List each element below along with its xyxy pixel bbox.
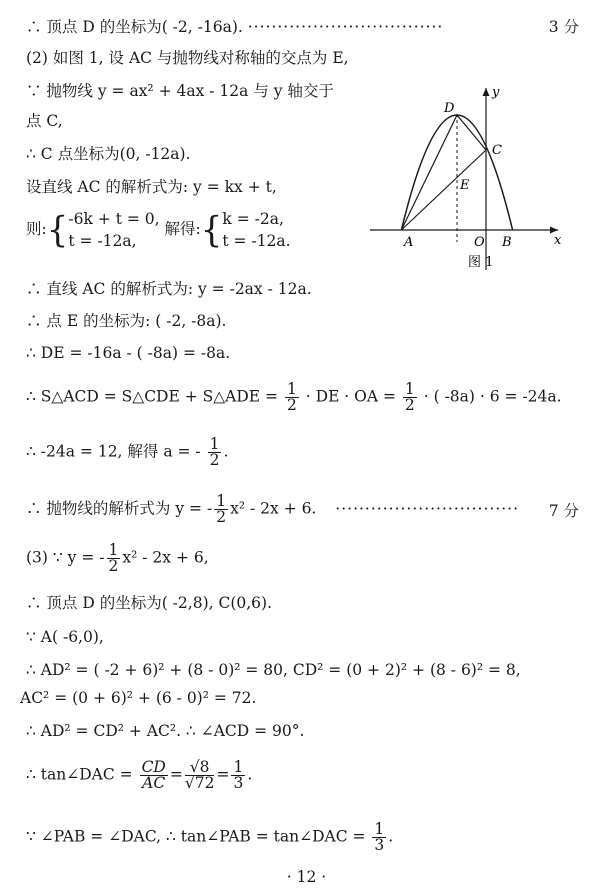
solve-label: 解得:: [164, 220, 201, 238]
line-point-c: 点 C,: [26, 112, 63, 130]
line-vertex-d: [26, 16, 443, 38]
score-7: 7 分: [548, 502, 579, 520]
line-ac-expression: ∴ 直线 AC 的解析式为: y = -2ax - 12a.: [26, 280, 312, 298]
segment-ac: [401, 150, 486, 230]
numerator: 1: [233, 758, 244, 776]
denominator: AC: [142, 774, 166, 792]
parabola-rest: x² - 2x + 6.: [230, 499, 317, 518]
line-area: [26, 382, 562, 413]
line-right-angle: ∴ AD² = CD² + AC². ∴ ∠ACD = 90°.: [26, 722, 305, 740]
sol-2: t = -12a.: [222, 232, 291, 250]
fraction-third: [372, 822, 386, 853]
eq-1: -6k + t = 0,: [68, 210, 160, 228]
denominator: 2: [209, 451, 220, 469]
fraction-half: [214, 494, 228, 525]
system-solution: [222, 208, 290, 252]
dot-leader: ·································: [247, 18, 444, 36]
line-c-coordinates: ∴ C 点坐标为(0, -12a).: [26, 145, 191, 163]
tan-label: ∴ tan∠DAC =: [26, 765, 133, 784]
fraction-half: [403, 382, 417, 413]
brace-right-system: {: [200, 209, 223, 251]
denominator: 2: [216, 508, 227, 526]
numerator: CD: [141, 758, 166, 776]
line-set-ac: 设直线 AC 的解析式为: y = kx + t,: [26, 178, 277, 196]
line-tan-pab: ∵ ∠PAB = ∠DAC, ∴ tan∠PAB = tan∠DAC = $\frac{1}{3}$ .: [26, 820, 394, 854]
line-vertex-dc: ∴ 顶点 D 的坐标为( -2,8), C(0,6).: [26, 594, 273, 612]
page-number: · 12 ·: [286, 868, 327, 886]
part3-rest: x² - 2x + 6,: [122, 548, 209, 567]
segment-ad: [401, 115, 457, 230]
numerator: 1: [374, 820, 385, 838]
dot-leader: ·······························: [335, 499, 520, 518]
line-e-coordinates: ∴ 点 E 的坐标为: ( -2, -8a).: [26, 312, 227, 330]
line-ac-squared: AC² = (0 + 6)² + (6 - 0)² = 72.: [20, 689, 257, 707]
figure-caption: 图 1: [468, 255, 494, 270]
brace-left: {: [46, 209, 69, 251]
area-lhs: ∴ S△ACD = S△CDE + S△ADE =: [26, 387, 279, 406]
line-de-length: ∴ DE = -16a - ( -8a) = -8a.: [26, 344, 231, 362]
line-parabola-expression: [26, 494, 519, 525]
parabola-diagram: [368, 82, 573, 272]
score-3: 3 分: [548, 18, 579, 36]
area-rhs: · ( -8a) · 6 = -24a.: [423, 387, 562, 406]
numerator: 1: [209, 435, 220, 453]
line-part3: [26, 543, 209, 574]
denominator: 2: [108, 557, 119, 575]
fraction-cd-ac: [140, 760, 168, 791]
segment-dc: [457, 115, 486, 150]
line-distances: ∴ AD² = ( -2 + 6)² + (8 - 0)² = 80, CD² = (0 + 2)² + (8 - 6)² = 8,: [26, 661, 521, 679]
line-tan-dac: ∴ tan∠DAC = $\frac{CD}{AC}$ = $\frac{√8}{√72}$ = $\frac{1}{3}$ .: [26, 758, 253, 792]
label-a: A: [404, 235, 414, 250]
text: ∴ 顶点 D 的坐标为( -2, -16a).: [26, 18, 243, 36]
denominator: √72: [184, 774, 215, 792]
numerator: 1: [404, 380, 415, 398]
system-prefix: 则:: [26, 220, 47, 238]
numerator: 1: [216, 492, 227, 510]
sol-1: k = -2a,: [222, 210, 284, 228]
label-b: B: [502, 235, 512, 250]
label-e: E: [460, 178, 470, 193]
line-part2-intro: (2) 如图 1, 设 AC 与抛物线对称轴的交点为 E,: [26, 49, 349, 67]
fraction-third: [231, 760, 245, 791]
fraction-half: [208, 437, 222, 468]
fraction-sqrt: [185, 760, 215, 791]
fraction-half: [107, 543, 121, 574]
label-o: O: [474, 235, 485, 250]
line-parabola-intersect: ∵ 抛物线 y = ax² + 4ax - 12a 与 y 轴交于: [26, 82, 334, 100]
eq-2: t = -12a,: [68, 232, 137, 250]
denominator: 3: [374, 836, 385, 854]
line-solve-a: ∴ -24a = 12, 解得 a = - $\frac{1}{2}$ .: [26, 435, 229, 469]
denominator: 2: [404, 396, 415, 414]
area-mid: · DE · OA =: [305, 387, 396, 406]
numerator: 1: [286, 380, 297, 398]
line-system: [26, 208, 291, 252]
tan-pab-text: ∵ ∠PAB = ∠DAC, ∴ tan∠PAB = tan∠DAC =: [26, 827, 366, 846]
label-y: y: [492, 85, 500, 100]
parabola-prefix: ∴ 抛物线的解析式为 y = -: [26, 499, 213, 518]
part3-prefix: (3) ∵ y = -: [26, 548, 105, 567]
label-c: C: [492, 143, 502, 158]
numerator: 1: [108, 541, 119, 559]
numerator: √8: [185, 760, 215, 776]
figure-1: [368, 82, 573, 272]
y-axis-arrow: [483, 88, 490, 96]
line-point-a: ∵ A( -6,0),: [26, 628, 104, 646]
denominator: 3: [233, 774, 244, 792]
solve-a-text: ∴ -24a = 12, 解得 a = -: [26, 442, 201, 461]
fraction-half: [285, 382, 299, 413]
label-x: x: [554, 233, 562, 248]
label-d: D: [444, 101, 455, 116]
denominator: 2: [286, 396, 297, 414]
system-equations: [68, 208, 159, 252]
